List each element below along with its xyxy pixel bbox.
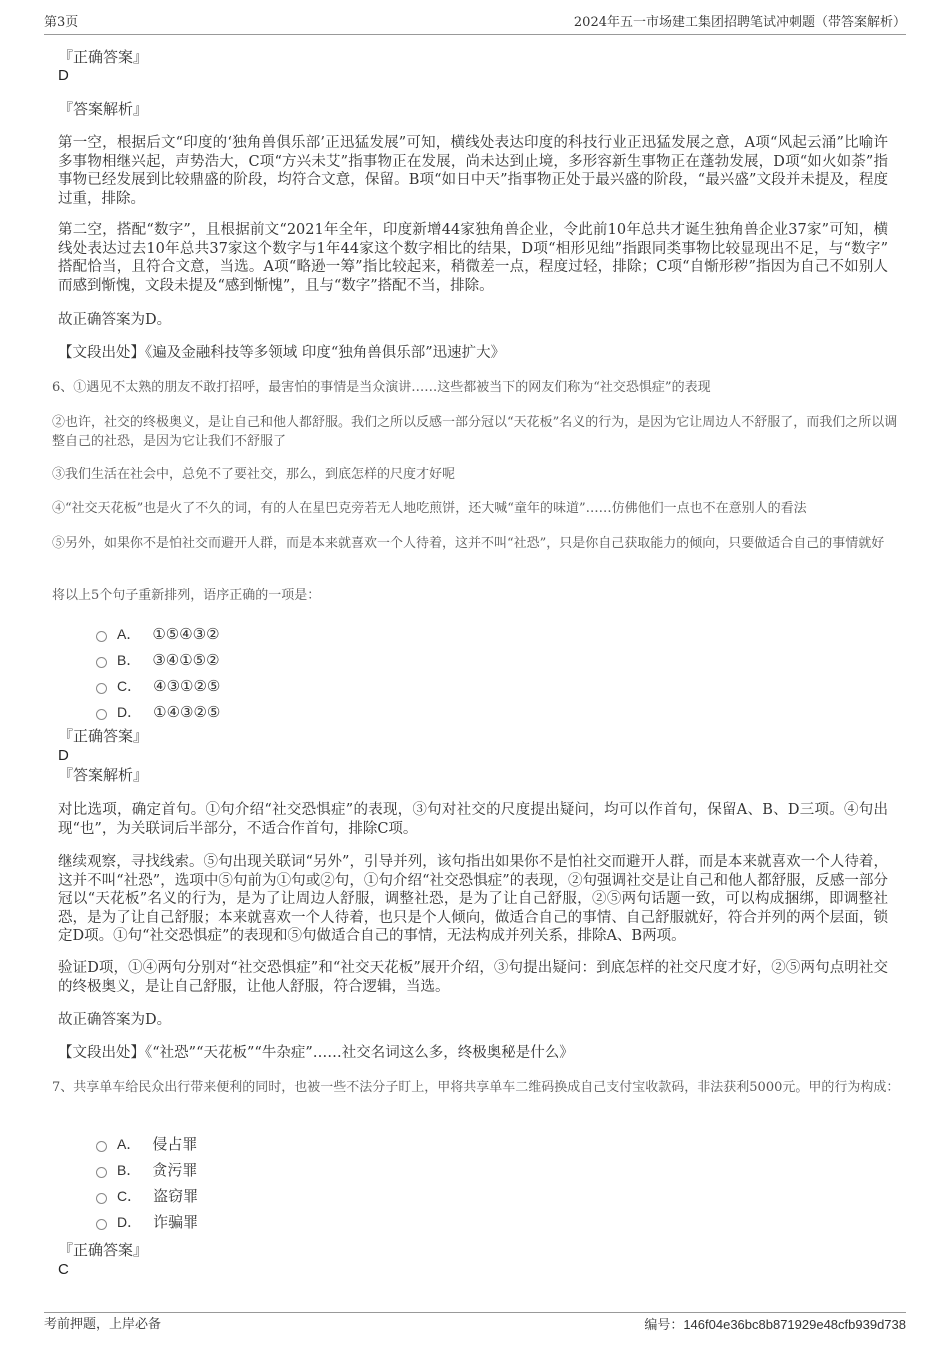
question-sentence: ⑤另外，如果你不是怕社交而避开人群，而是本来就喜欢一个人待着，这并不叫“社恐”，只是你自己获取能力的倾向，只要做适合自己的事情就好 bbox=[52, 536, 885, 551]
question-sentence: ③我们生活在社会中，总免不了要社交，那么，到底怎样的尺度才好呢 bbox=[52, 467, 456, 482]
code-label: 编号： bbox=[644, 1318, 684, 1333]
radio-icon[interactable] bbox=[96, 1219, 107, 1230]
option-d[interactable]: D． 诈骗罪 bbox=[96, 1209, 496, 1235]
answer-value: C bbox=[58, 1261, 69, 1278]
option-d[interactable]: D． ①④③②⑤ bbox=[96, 699, 496, 725]
option-b[interactable]: B． 贪污罪 bbox=[96, 1157, 496, 1183]
analysis-paragraph: 第一空，根据后文“印度的‘独角兽俱乐部’正迅猛发展”可知，横线处表达印度的科技行业正迅猛发展之意，A项“风起云涌”比喻许多事物相继兴起，声势浩大，C项“方兴未艾”指事物正在发展，尚未达到止境，多形容新生事物正在蓬勃发展，D项“如火如荼”指事物已经发展到比较鼎盛的阶段，均符合文意，保留。B项“如日中天”指事物正处于最兴盛的阶段，“最兴盛”文段并未提及，程度过重，排除。 bbox=[58, 135, 888, 207]
analysis-label: 『答案解析』 bbox=[58, 766, 149, 784]
source-citation: 【文段出处】《“社恐”“天花板”“牛杂症”……社交名词这么多，终极奥秘是什么》 bbox=[58, 1045, 574, 1061]
document-code bbox=[644, 1315, 906, 1336]
answer-value: D bbox=[58, 747, 69, 764]
q7-options bbox=[96, 1131, 496, 1235]
option-a[interactable]: A． 侵占罪 bbox=[96, 1131, 496, 1157]
analysis-paragraph: 第二空，搭配“数字”，且根据前文“2021年全年，印度新增44家独角兽企业，令此前10年总共才诞生独角兽企业37家”可知，横线处表达过去10年总共37家这个数字与1年44家这个数字相比的结果，D项“相形见绌”指跟同类事物比较显现出不足，与“数字” 搭配恰当，且符合文意，当选。A项“略逊一筹”指比较起来，稍微差一点，程度过轻，排除；C项“自惭形秽”指因为自己不如别人而感到惭愧，文段未提及“感到惭愧”，且与“数字”搭配不当，排除。 bbox=[58, 222, 888, 294]
analysis-paragraph: 验证D项，①④两句分别对“社交恐惧症”和“社交天花板”展开介绍，③句提出疑问：到底怎样的社交尺度才好，②⑤两句点明社交的终极奥义，是让自己舒服，让他人舒服，符合逻辑，当选。 bbox=[58, 960, 888, 995]
source-citation: 【文段出处】《遍及金融科技等多领域 印度“独角兽俱乐部”迅速扩大》 bbox=[58, 345, 506, 361]
question-sentence: ④“社交天花板”也是火了不久的词，有的人在星巴克旁若无人地吃煎饼，还大喊“童年的味道”……仿佛他们一点也不在意别人的看法 bbox=[52, 501, 807, 516]
page-number: 第3页 bbox=[44, 15, 79, 30]
radio-icon[interactable] bbox=[96, 1193, 107, 1204]
answer-label: 『正确答案』 bbox=[58, 727, 149, 745]
answer-label: 『正确答案』 bbox=[58, 48, 149, 66]
radio-icon[interactable] bbox=[96, 709, 107, 720]
analysis-label: 『答案解析』 bbox=[58, 100, 149, 118]
question-prompt: 将以上5个句子重新排列，语序正确的一项是： bbox=[52, 588, 321, 603]
footer-slogan: 考前押题，上岸必备 bbox=[44, 1317, 162, 1332]
option-c[interactable]: C． ④③①②⑤ bbox=[96, 673, 496, 699]
radio-icon[interactable] bbox=[96, 683, 107, 694]
radio-icon[interactable] bbox=[96, 631, 107, 642]
radio-icon[interactable] bbox=[96, 1167, 107, 1178]
question-text: 7、共享单车给民众出行带来便利的同时，也被一些不法分子盯上，甲将共享单车二维码换成自己支付宝收款码，非法获利5000元。甲的行为构成： bbox=[52, 1080, 900, 1095]
code-value: 146f04e36bc8b871929e48cfb939d738 bbox=[683, 1317, 906, 1332]
answer-value: D bbox=[58, 67, 69, 84]
q6-options bbox=[96, 621, 496, 725]
answer-label: 『正确答案』 bbox=[58, 1241, 149, 1259]
analysis-paragraph: 继续观察，寻找线索。⑤句出现关联词“另外”，引导并列，该句指出如果你不是怕社交而避开人群，而是本来就喜欢一个人待着，这并不叫“社恐”，选项中⑤句前为①句或②句，①句介绍“社交恐惧症”的表现，②句强调社交是让自己和他人都舒服，反感一部分冠以“天花板”名义的行为，是为了让周边人舒服，调整社恐，是为了让自己舒服，②⑤两句话题一致，可以构成捆绑，即调整社恐，是为了让自己舒服；本来就喜欢一个人待着，也只是个人倾向，做适合自己的事情、自己舒服就好，符合并列的两个层面，锁定D项。①句“社交恐惧症”的表现和⑤句做适合自己的事情，无法构成并列关系，排除A、B两项。 bbox=[58, 854, 888, 945]
question-sentence: 6、①遇见不太熟的朋友不敢打招呼，最害怕的事情是当众演讲……这些都被当下的网友们称为“社交恐惧症”的表现 bbox=[52, 380, 711, 395]
document-title: 2024年五一市场建工集团招聘笔试冲刺题（带答案解析） bbox=[573, 15, 906, 30]
option-b[interactable]: B． ③④①⑤② bbox=[96, 647, 496, 673]
radio-icon[interactable] bbox=[96, 1141, 107, 1152]
option-c[interactable]: C． 盗窃罪 bbox=[96, 1183, 496, 1209]
analysis-paragraph: 对比选项，确定首句。①句介绍“社交恐惧症”的表现，③句对社交的尺度提出疑问，均可以作首句，保留A、B、D三项。④句出现“也”，为关联词后半部分，不适合作首句，排除C项。 bbox=[58, 802, 888, 837]
page-footer bbox=[44, 1312, 906, 1335]
page-header bbox=[44, 14, 906, 35]
analysis-conclusion: 故正确答案为D。 bbox=[58, 1012, 172, 1028]
radio-icon[interactable] bbox=[96, 657, 107, 668]
option-a[interactable]: A． ①⑤④③② bbox=[96, 621, 496, 647]
analysis-conclusion: 故正确答案为D。 bbox=[58, 312, 172, 328]
question-sentence: ②也许，社交的终极奥义，是让自己和他人都舒服。我们之所以反感一部分冠以“天花板”名义的行为，是因为它让周边人不舒服了，而我们之所以调整自己的社恐，是因为它让我们不舒服了 bbox=[52, 415, 898, 449]
